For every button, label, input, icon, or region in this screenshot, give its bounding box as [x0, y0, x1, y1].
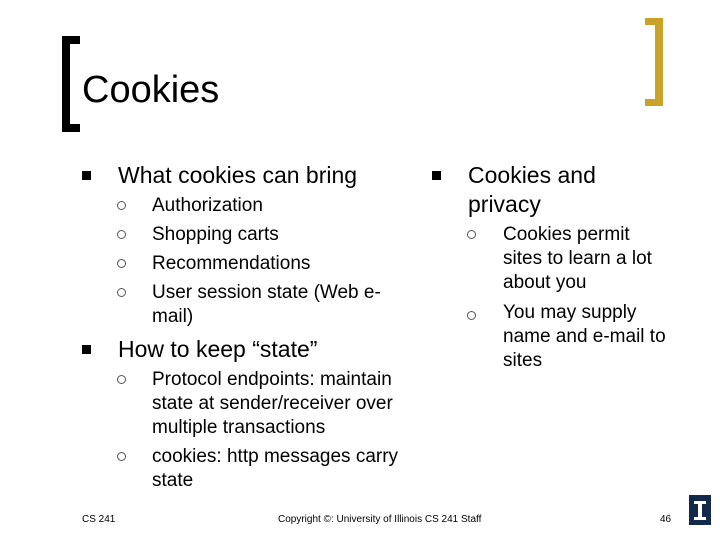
bullet-ring-icon [117, 288, 126, 297]
slide-title: Cookies [82, 69, 220, 111]
section-heading: How to keep “state” [118, 336, 318, 362]
section-heading: What cookies can bring [118, 162, 358, 188]
list-item: cookies: http messages carry state [152, 446, 399, 491]
bullet-ring-icon [117, 201, 126, 210]
bullet-ring-icon [117, 375, 126, 384]
bullet-square-icon [432, 171, 441, 180]
title-bracket-left [62, 36, 70, 132]
footer-copyright: Copyright ©: University of Illinois CS 241 Staff [278, 514, 482, 525]
list-item: Cookies permit sites to learn a lot about you [503, 224, 652, 293]
list-item: Shopping carts [152, 224, 279, 245]
title-bracket-right-top [645, 18, 663, 25]
bullet-ring-icon [117, 230, 126, 239]
title-bracket-left-bottom [62, 124, 80, 132]
footer-course: CS 241 [82, 514, 116, 525]
bullet-square-icon [82, 345, 91, 354]
list-item: Recommendations [152, 253, 311, 274]
list-item: Authorization [152, 195, 263, 216]
section-heading: Cookies and privacy [468, 162, 596, 217]
bullet-ring-icon [467, 311, 476, 320]
bullet-ring-icon [117, 259, 126, 268]
title-bracket-right-bottom [645, 99, 663, 106]
list-item: User session state (Web e-mail) [152, 282, 381, 327]
bullet-ring-icon [117, 452, 126, 461]
bullet-square-icon [82, 171, 91, 180]
title-bracket-right [655, 18, 663, 106]
title-bracket-left-top [62, 36, 80, 44]
bullet-ring-icon [467, 230, 476, 239]
list-item: You may supply name and e-mail to sites [503, 302, 666, 371]
university-logo-icon [689, 495, 711, 525]
list-item: Protocol endpoints: maintain state at sender/receiver over multiple transactions [152, 369, 393, 438]
page-number: 46 [660, 514, 672, 525]
